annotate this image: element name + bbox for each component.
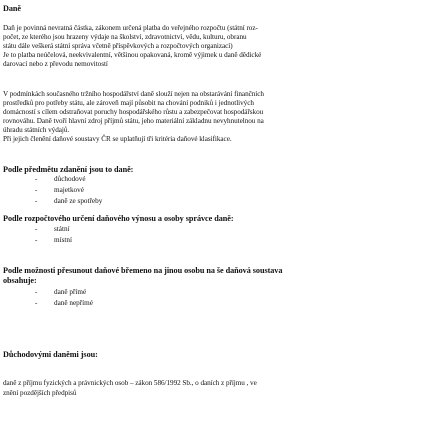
market-line-1: V podmínkách současného tržního hospodářství daně slouží nejen na obstarávání finančních: [3, 90, 264, 98]
list-bullet: -: [35, 175, 38, 183]
income-line-1: daně z příjmu fyzických a právnických osob – zákon 586/1992 Sb., o daních z příjmu , ve: [3, 379, 257, 387]
intro-line-5: darovací nebo z převodu nemovitostí: [3, 60, 108, 68]
market-line-4: rovnováhu. Daně tvoří hlavní zdroj příjmů státu, jeho materiální základnu nevyhnutelnou na: [3, 117, 264, 125]
section-income-heading: Důchodovými daněmi jsou:: [3, 350, 98, 359]
intro-line-2: počet, ze kterého jsou hrazeny výdaje na školství, zdravotnictví, vědu, kulturu, obranu: [3, 33, 247, 41]
list-item-transfer-1: daně přímé: [54, 288, 87, 296]
list-item-subject-2: majetkové: [54, 186, 84, 194]
market-line-2: prostředků pro potřeby státu, ale zároveň mají působit na chování podniků i jednotlivých: [3, 99, 254, 107]
market-line-5: úhradu státních výdajů.: [3, 126, 70, 134]
document-title: Daně: [3, 4, 21, 13]
section-subject-heading: Podle předmětu zdanění jsou to daně:: [3, 165, 134, 174]
list-item-recipient-2: místní: [54, 236, 72, 244]
intro-line-1: Daň je povinná nevratná částka, zákonem určená platba do veřejného rozpočtu (státní roz-: [3, 24, 258, 32]
income-line-2: znění pozdějších předpisů: [3, 389, 77, 397]
intro-line-3: státu dále veškerá státní správa včetně příspěvkových a rozpočtových organizací): [3, 42, 233, 50]
list-bullet: -: [35, 236, 38, 244]
list-item-subject-1: důchodové: [54, 175, 86, 183]
list-item-subject-3: daně ze spotřeby: [54, 197, 103, 205]
section-recipient-heading: Podle rozpočtového určení daňového výnosu a osoby správce daně:: [3, 214, 234, 223]
list-item-transfer-2: daně nepřímé: [54, 299, 93, 307]
market-line-3: domácností s cílem odstraňovat poruchy hospodářského růstu a zabezpečovat hospodářskou: [3, 108, 264, 116]
list-bullet: -: [35, 186, 38, 194]
market-line-6: Při jejich členění daňové soustavy ČR se uplatňují tři kritéria daňové klasifikace.: [3, 135, 232, 143]
list-item-recipient-1: státní: [54, 225, 70, 233]
list-bullet: -: [35, 299, 38, 307]
section-transfer-heading-line-2: obsahuje:: [3, 276, 37, 285]
list-bullet: -: [35, 288, 38, 296]
section-transfer-heading-line-1: Podle možnosti přesunout daňové břemeno na jinou osobu na še daňová soustava: [3, 266, 283, 275]
intro-line-4: Je to platba neúčelová, neekvivalentní, většinou opakovaná, kromě výjimek u daně dědické: [3, 51, 262, 59]
list-bullet: -: [35, 197, 38, 205]
list-bullet: -: [35, 225, 38, 233]
